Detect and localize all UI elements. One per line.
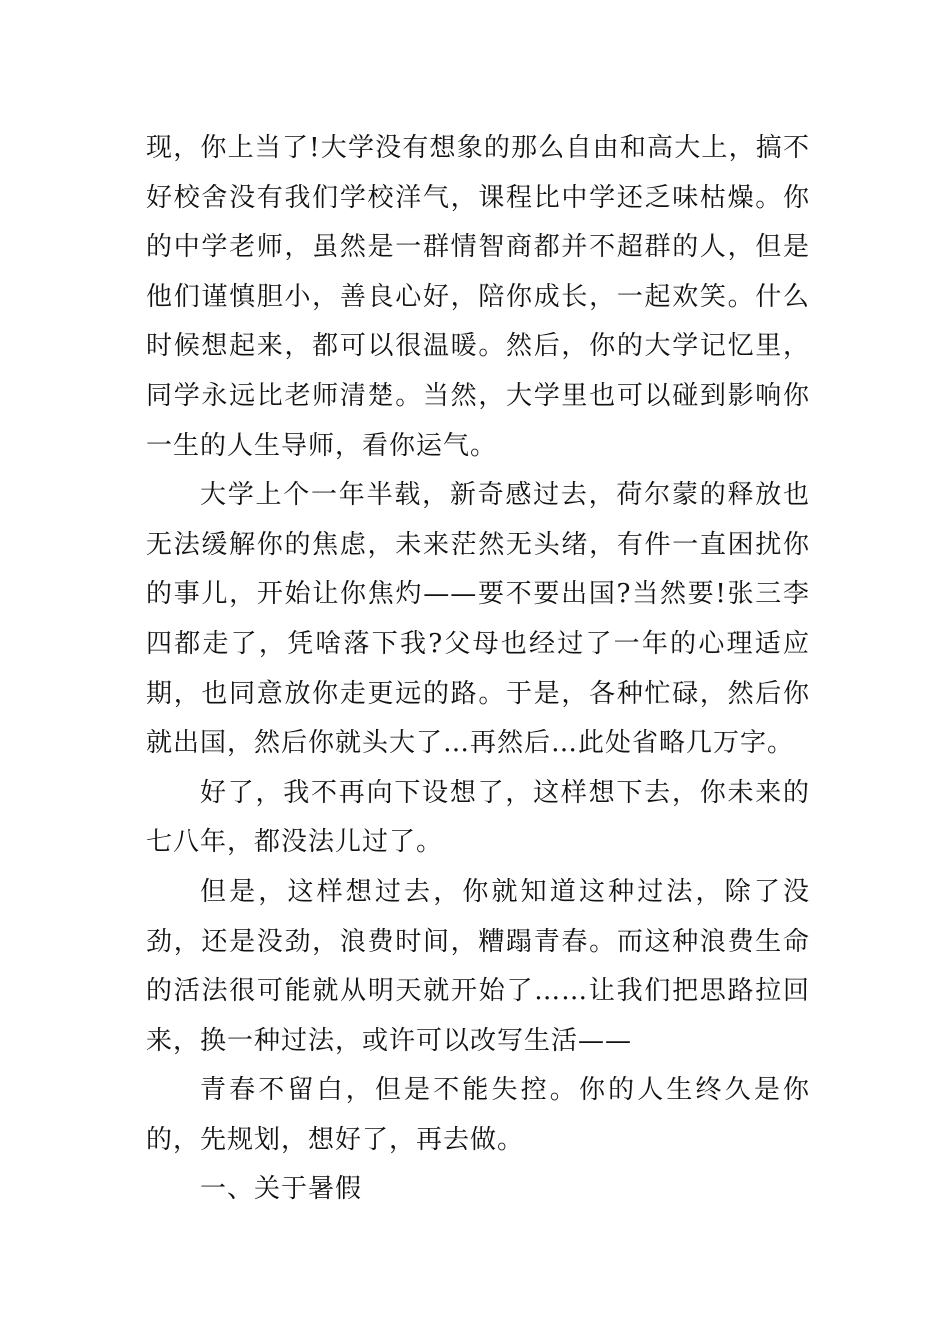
paragraph-5: 青春不留白，但是不能失控。你的人生终久是你的，先规划，想好了，再去做。 xyxy=(146,1075,810,1155)
paragraph-2: 大学上个一年半载，新奇感过去，荷尔蒙的释放也无法缓解你的焦虑，未来茫然无头绪，有件一直困扰你的事儿，开始让你焦灼——要不要出国?当然要!张三李四都走了，凭啥落下我?父母也经过了一年的心理适应期，也同意放你走更远的路。于是，各种忙碌，然后你就出国，然后你就头大了…再然后…此处省略几万字。 xyxy=(146,480,810,759)
paragraph-1: 现，你上当了!大学没有想象的那么自由和高大上，搞不好校舍没有我们学校洋气，课程比中学还乏味枯燥。你的中学老师，虽然是一群情智商都并不超群的人，但是他们谨慎胆小，善良心好，陪你成长，一起欢笑。什么时候想起来，都可以很温暖。然后，你的大学记忆里，同学永远比老师清楚。当然，大学里也可以碰到影响你一生的人生导师，看你运气。 xyxy=(146,133,810,461)
paragraph-3: 好了，我不再向下设想了，这样想下去，你未来的七八年，都没法儿过了。 xyxy=(146,777,810,858)
paragraph-4: 但是，这样想过去，你就知道这种过法，除了没劲，还是没劲，浪费时间，糟蹋青春。而这种浪费生命的活法很可能就从明天就开始了……让我们把思路拉回来，换一种过法，或许可以改写生活—— xyxy=(146,876,810,1056)
document-body xyxy=(146,124,810,1215)
section-heading: 一、关于暑假 xyxy=(200,1174,363,1205)
